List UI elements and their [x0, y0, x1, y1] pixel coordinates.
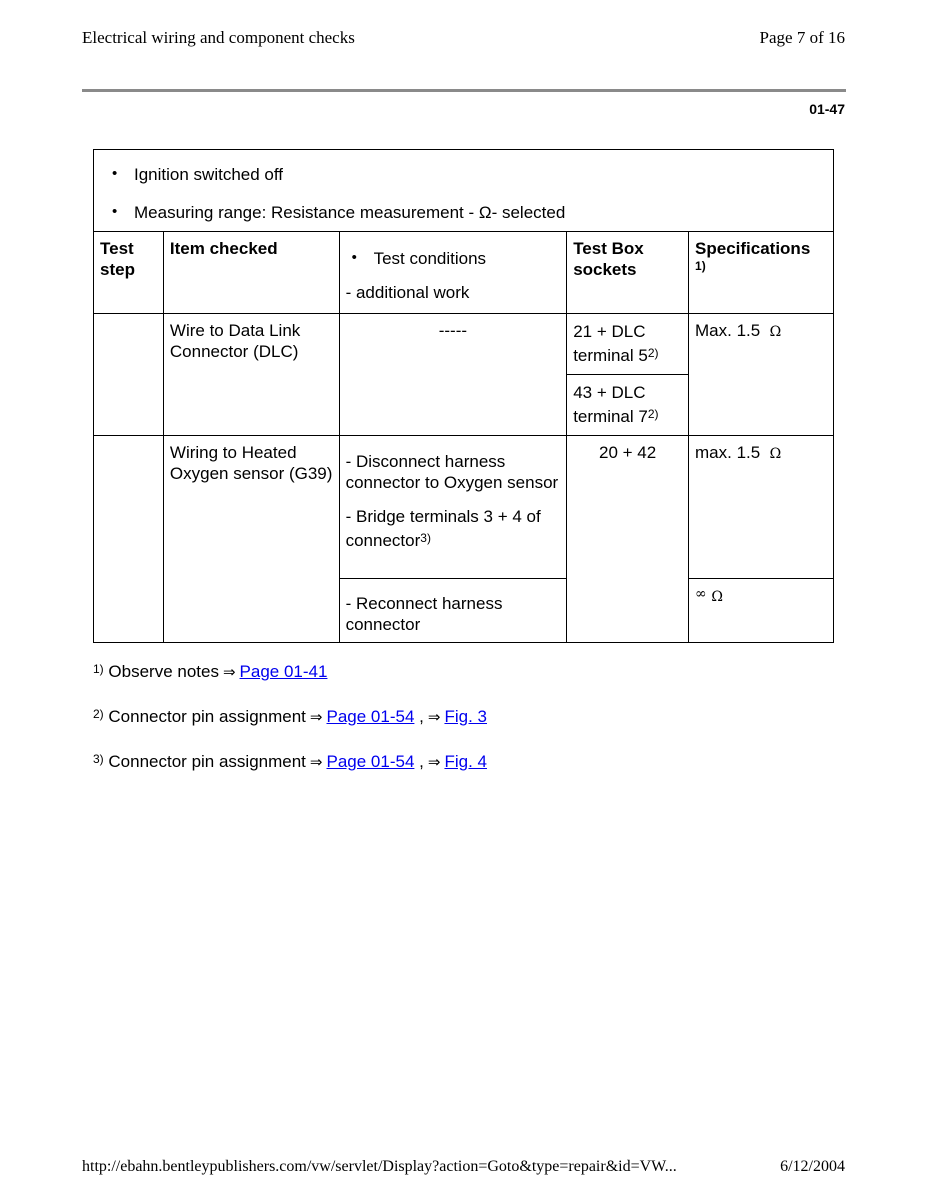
footnote: $^{1)}$ Observe notes ⇒ Page 01-41 [93, 662, 328, 681]
col-header-test-step: Test step [94, 232, 164, 314]
footnotes [93, 662, 487, 797]
table-row [94, 314, 834, 375]
spec-cell: max. 1.5 Ω [689, 436, 834, 579]
arrow-right-icon: ⇒ [427, 753, 441, 771]
link-fig-4[interactable]: Fig. 4 [444, 752, 487, 771]
footnote: $^{3)}$ Connector pin assignment ⇒ Page 01-54 , ⇒ Fig. 4 [93, 752, 487, 771]
item-checked-cell: Wiring to Heated Oxygen sensor (G39) [163, 436, 339, 643]
arrow-right-icon: ⇒ [222, 663, 236, 681]
spec-cell: ∞ Ω [689, 579, 834, 643]
preconditions-row [94, 150, 834, 232]
precondition-item: • Ignition switched off [100, 164, 827, 185]
col-header-specifications: Specifications 1) [689, 232, 834, 314]
socket-cell: 43 + DLC terminal 7$^{2)}$ [567, 375, 689, 436]
link-page-01-41[interactable]: Page 01-41 [239, 662, 328, 681]
arrow-right-icon: ⇒ [309, 753, 323, 771]
col-header-test-conditions: • Test conditions - additional work [339, 232, 567, 314]
bullet-icon: • [351, 249, 357, 266]
item-checked-cell: Wire to Data Link Connector (DLC) [163, 314, 339, 436]
header-row [94, 232, 834, 314]
page-number: Page 7 of 16 [759, 28, 845, 47]
socket-cell: 21 + DLC terminal 5$^{2)}$ [567, 314, 689, 375]
precondition-item: • Measuring range: Resistance measurement - Ω- selected [100, 202, 827, 223]
footnote: $^{2)}$ Connector pin assignment ⇒ Page 01-54 , ⇒ Fig. 3 [93, 707, 487, 726]
source-url: http://ebahn.bentleypublishers.com/vw/servlet/Display?action=Goto&type=repair&id=VW... [82, 1158, 677, 1175]
test-conditions-cell: - Disconnect harness connector to Oxygen sensor - Bridge terminals 3 + 4 of connector$^{3)}$ [339, 436, 567, 579]
infinity-icon: ∞ [695, 586, 707, 602]
test-conditions-cell: ----- [339, 314, 567, 436]
test-table [93, 149, 834, 643]
bullet-icon: • [112, 165, 118, 182]
link-page-01-54[interactable]: Page 01-54 [326, 707, 415, 726]
header-divider [82, 89, 846, 92]
test-step-cell [94, 436, 164, 643]
print-date: 6/12/2004 [780, 1158, 845, 1175]
link-fig-3[interactable]: Fig. 3 [444, 707, 487, 726]
arrow-right-icon: ⇒ [427, 708, 441, 726]
test-step-cell [94, 314, 164, 436]
section-code: 01-47 [809, 101, 845, 117]
table-row [94, 436, 834, 579]
document-title: Electrical wiring and component checks [82, 28, 355, 47]
col-header-test-box-sockets: Test Box sockets [567, 232, 689, 314]
socket-cell: 20 + 42 [567, 436, 689, 643]
link-page-01-54[interactable]: Page 01-54 [326, 752, 415, 771]
spec-cell: Max. 1.5 Ω [689, 314, 834, 436]
bullet-icon: • [112, 203, 118, 220]
arrow-right-icon: ⇒ [309, 708, 323, 726]
col-header-item-checked: Item checked [163, 232, 339, 314]
test-conditions-cell: - Reconnect harness connector [339, 579, 567, 643]
